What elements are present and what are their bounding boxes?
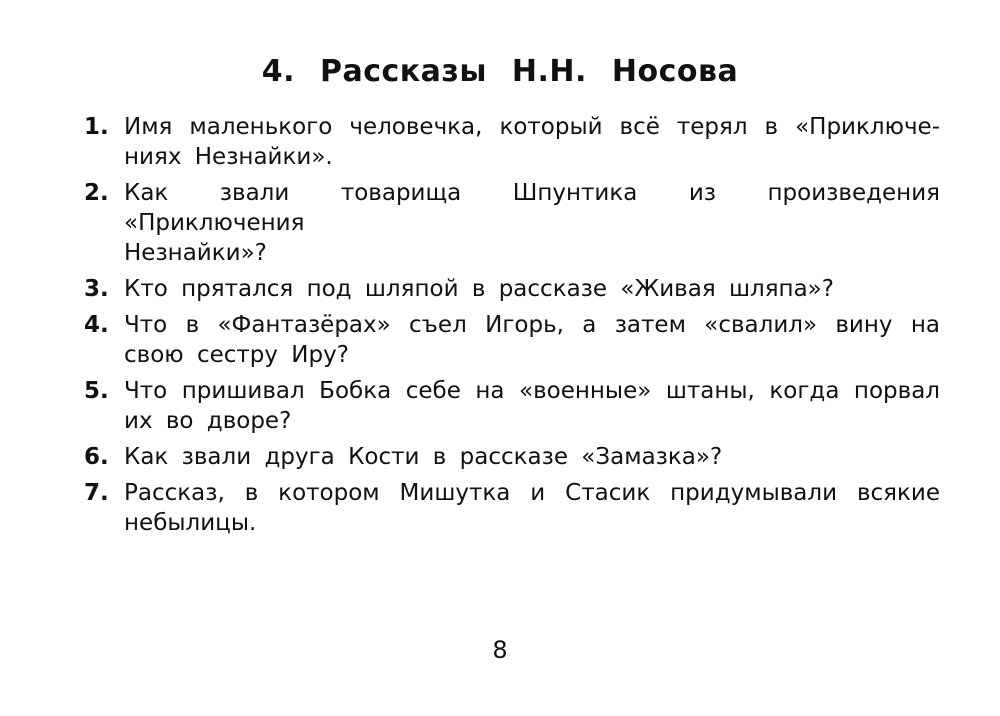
question-item-6 (84, 442, 940, 472)
question-item-2 (84, 178, 940, 268)
question-text (124, 376, 940, 436)
question-item-7 (84, 478, 940, 538)
question-text (124, 478, 940, 538)
question-number: 3. (84, 276, 109, 302)
question-number: 7. (84, 480, 109, 506)
question-text-line: их во дворе? (124, 408, 292, 434)
question-text-line: Имя маленького человечка, который всё терял в «Приключе- (124, 114, 940, 140)
question-text-line: ниях Незнайки». (124, 144, 333, 170)
question-text-line: свою сестру Иру? (124, 342, 349, 368)
question-number: 5. (84, 378, 109, 404)
question-number: 1. (84, 114, 109, 140)
question-text (124, 178, 940, 268)
question-item-5 (84, 376, 940, 436)
question-text-line: Что в «Фантазёрах» съел Игорь, а затем «свалил» вину на (124, 312, 940, 338)
question-text-line: Что пришивал Бобка себе на «военные» штаны, когда порвал (124, 378, 940, 404)
question-text-line: Незнайки»? (124, 240, 267, 266)
question-text-line: Рассказ, в котором Мишутка и Стасик придумывали всякие (124, 480, 940, 506)
question-number: 2. (84, 180, 109, 206)
question-text-line: Как звали товарища Шпунтика из произведения «Приключения (124, 180, 940, 236)
question-text (124, 274, 940, 304)
question-text (124, 310, 940, 370)
question-text (124, 112, 940, 172)
question-text-line: Как звали друга Кости в рассказе «Замазка»? (124, 444, 723, 470)
page-number: 8 (492, 636, 508, 664)
question-item-3 (84, 274, 940, 304)
section-title: 4. Рассказы Н.Н. Носова (261, 54, 739, 89)
question-number: 6. (84, 444, 109, 470)
question-number: 4. (84, 312, 109, 338)
question-text-line: Кто прятался под шляпой в рассказе «Живая шляпа»? (124, 276, 834, 302)
question-text (124, 442, 940, 472)
question-text-line: небылицы. (124, 510, 257, 536)
question-list (84, 112, 940, 544)
question-item-1 (84, 112, 940, 172)
question-item-4 (84, 310, 940, 370)
